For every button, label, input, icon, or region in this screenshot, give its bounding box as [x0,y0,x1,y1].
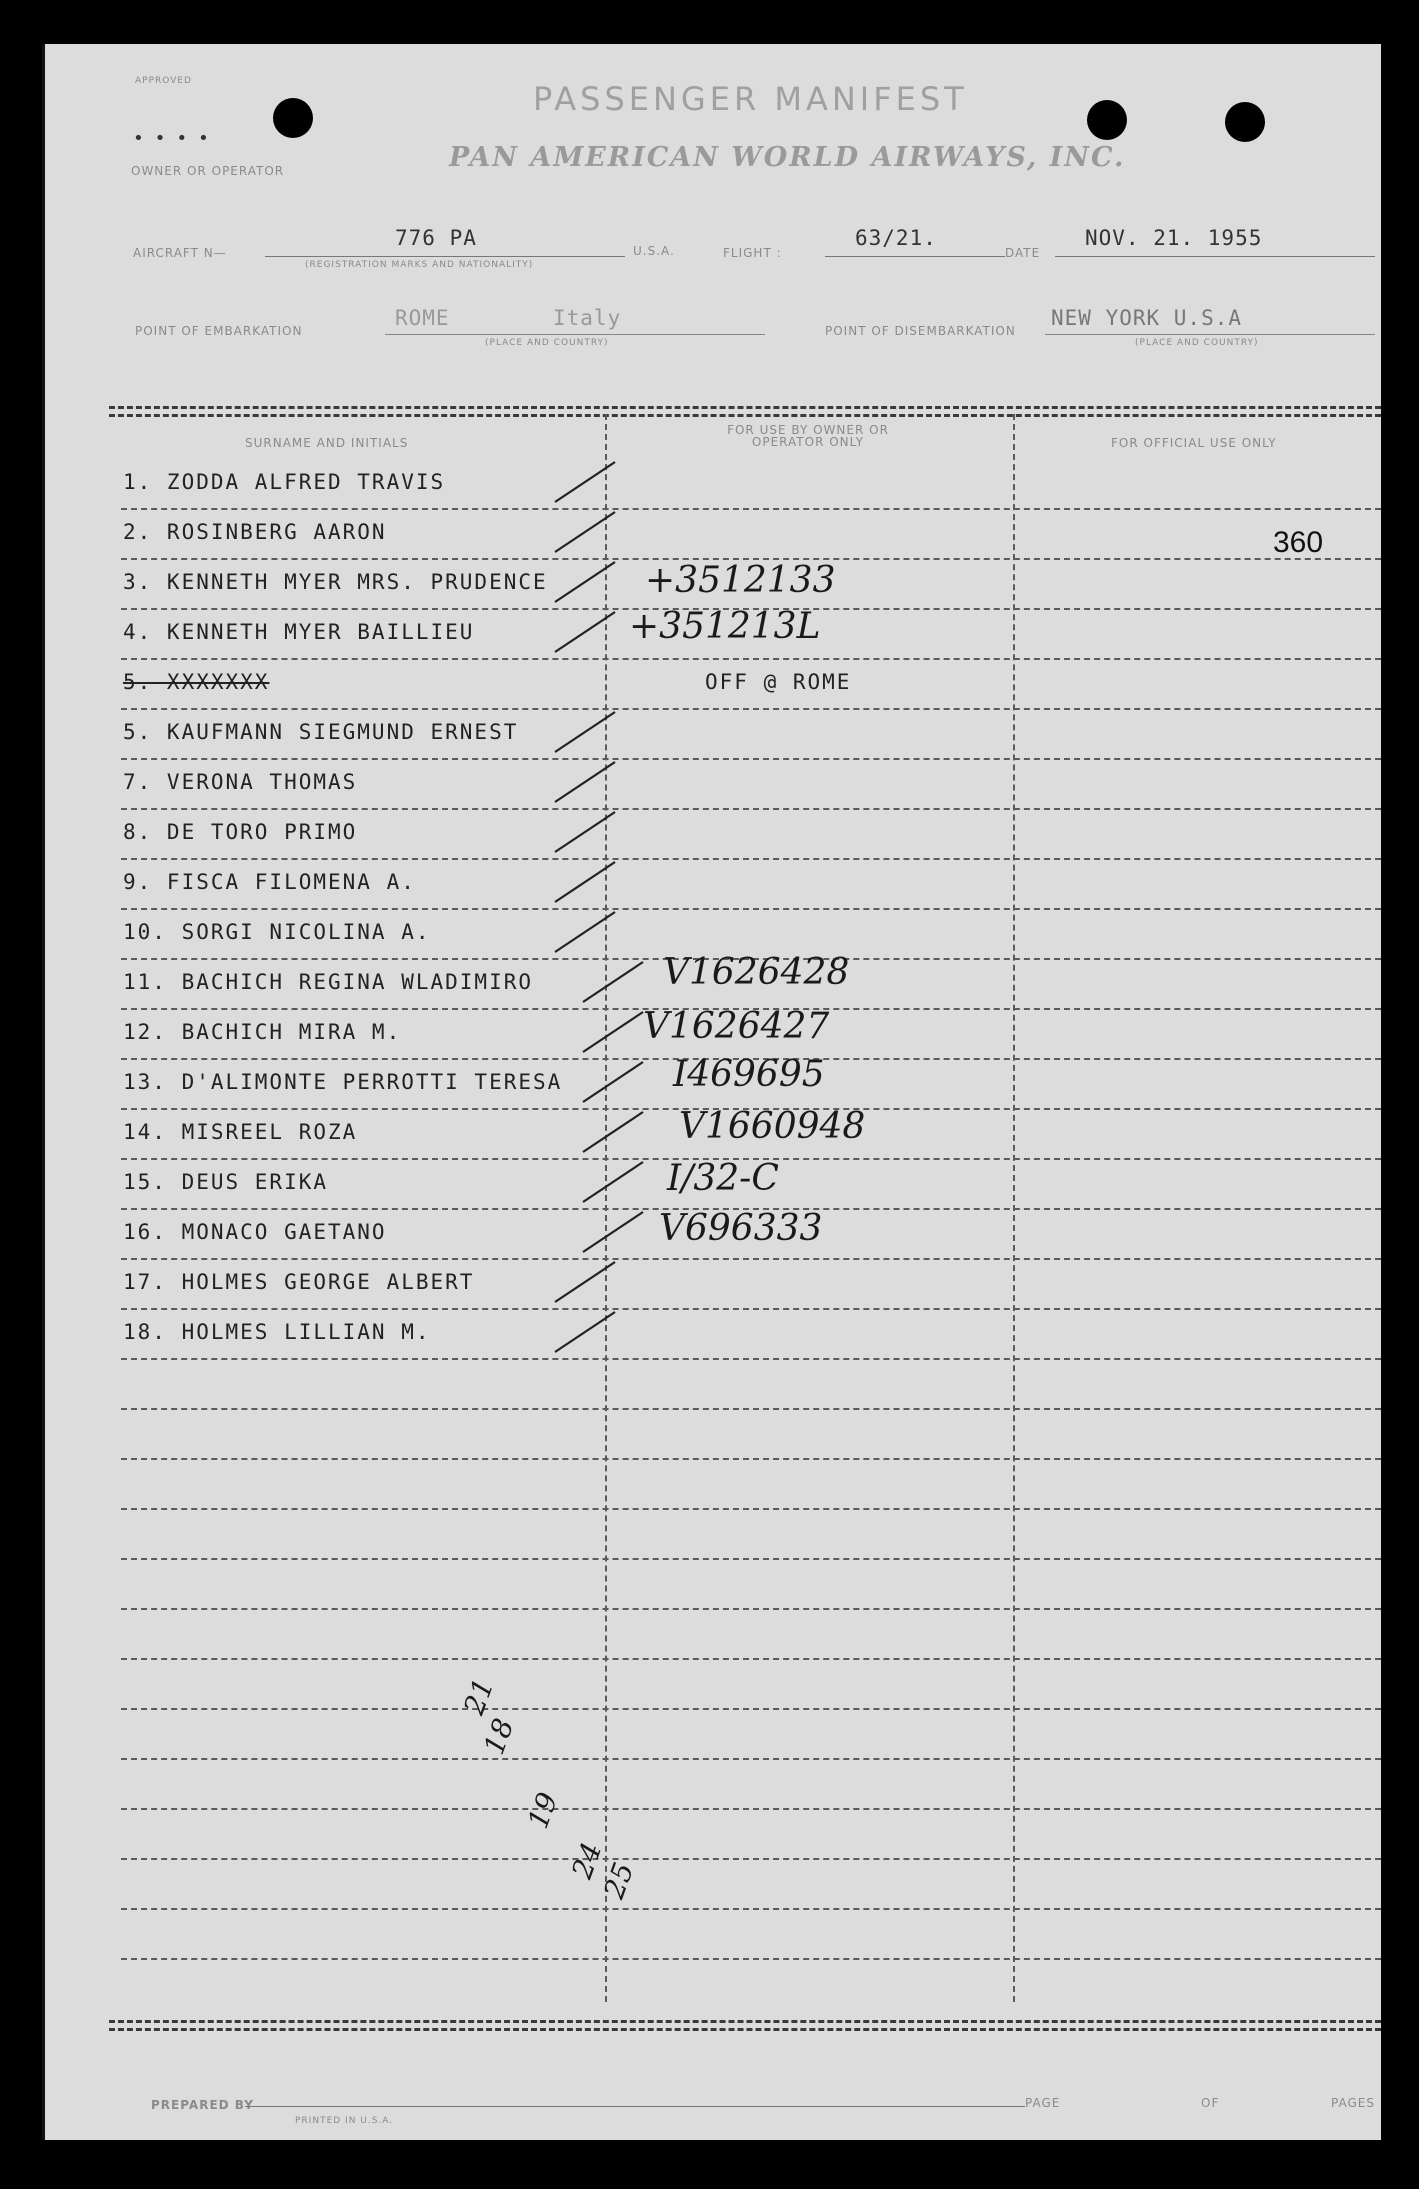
passport-note: +3512133 [645,560,836,601]
form-title: PASSENGER MANIFEST [533,80,968,118]
check-mark [583,1062,643,1102]
col-official-use: FOR OFFICIAL USE ONLY [1111,436,1277,450]
passport-note: V696333 [659,1208,823,1249]
check-mark [555,1262,615,1302]
page-label: PAGE [1025,2096,1061,2110]
aircraft-value: 776 PA [395,226,477,250]
check-mark [583,1112,643,1152]
check-mark [555,912,615,952]
tally-number: 21 [457,1674,501,1719]
dots: • • • • [133,128,209,149]
disembark-label: POINT OF DISEMBARKATION [825,324,1016,338]
check-mark [583,1162,643,1202]
passport-note: V1626427 [643,1006,830,1047]
passenger-name: 3. KENNETH MYER MRS. PRUDENCE [123,570,548,594]
passenger-name: 18. HOLMES LILLIAN M. [123,1320,431,1344]
check-mark [583,962,643,1002]
check-mark [555,1312,615,1352]
passport-note: +351213L [629,606,821,647]
passport-note: V1626428 [663,952,850,993]
check-mark [555,512,615,552]
check-mark [555,612,615,652]
airline-name: PAN AMERICAN WORLD AIRWAYS, INC. [449,142,1126,173]
passenger-name: 5. KAUFMANN SIEGMUND ERNEST [123,720,519,744]
embark-sublabel: (PLACE AND COUNTRY) [485,338,609,348]
embark-country: Italy [553,306,622,330]
passenger-name: 7. VERONA THOMAS [123,770,358,794]
flight-label: FLIGHT : [723,246,782,260]
disembark-sublabel: (PLACE AND COUNTRY) [1135,338,1259,348]
passenger-name: 11. BACHICH REGINA WLADIMIRO [123,970,534,994]
date-label: DATE [1005,246,1041,260]
disembark-value: NEW YORK U.S.A [1051,306,1243,330]
check-mark [583,1212,643,1252]
check-mark [555,762,615,802]
col-owner-use: FOR USE BY OWNER OR OPERATOR ONLY [727,423,889,449]
check-mark [583,1012,643,1052]
stamp-number: 360 [1273,526,1324,559]
approved-label: APPROVED [135,76,192,86]
passenger-name: 5. XXXXXXX [123,670,270,694]
prepared-by-label: PREPARED BY [151,2098,254,2112]
passenger-name: 2. ROSINBERG AARON [123,520,387,544]
tally-number: 18 [477,1714,521,1759]
passenger-name: 17. HOLMES GEORGE ALBERT [123,1270,475,1294]
aircraft-sublabel: (REGISTRATION MARKS AND NATIONALITY) [305,260,534,270]
check-mark [555,862,615,902]
check-mark [555,812,615,852]
tally-number: 24 [565,1838,609,1883]
passenger-name: 13. D'ALIMONTE PERROTTI TERESA [123,1070,563,1094]
pages-label: PAGES [1331,2096,1375,2110]
embark-city: ROME [395,306,450,330]
tally-number: 19 [521,1788,565,1833]
check-mark [555,462,615,502]
passenger-name: 12. BACHICH MIRA M. [123,1020,402,1044]
passenger-name: 14. MISREEL ROZA [123,1120,358,1144]
passenger-name: 4. KENNETH MYER BAILLIEU [123,620,475,644]
check-mark [555,712,615,752]
tally-number: 25 [597,1858,641,1903]
passenger-name: 16. MONACO GAETANO [123,1220,387,1244]
usa-label: U.S.A. [633,244,675,258]
passenger-name: 8. DE TORO PRIMO [123,820,358,844]
passenger-name: 1. ZODDA ALFRED TRAVIS [123,470,446,494]
col-surname: SURNAME AND INITIALS [245,436,409,450]
passport-note: V1660948 [679,1106,866,1147]
printed-label: PRINTED IN U.S.A. [295,2116,394,2126]
manifest-sheet [42,44,1381,2140]
check-marks [45,44,1381,2140]
passport-note: I469695 [673,1054,825,1095]
passenger-name: 9. FISCA FILOMENA A. [123,870,416,894]
aircraft-label: AIRCRAFT N— [133,246,227,260]
passenger-name: 15. DEUS ERIKA [123,1170,329,1194]
date-value: NOV. 21. 1955 [1085,226,1263,250]
embark-label: POINT OF EMBARKATION [135,324,303,338]
of-label: OF [1201,2096,1220,2110]
owner-label: OWNER OR OPERATOR [131,164,285,178]
passenger-note: OFF @ ROME [705,670,852,694]
check-mark [555,562,615,602]
passport-note: I/32-C [667,1158,779,1199]
passenger-name: 10. SORGI NICOLINA A. [123,920,431,944]
flight-value: 63/21. [855,226,937,250]
